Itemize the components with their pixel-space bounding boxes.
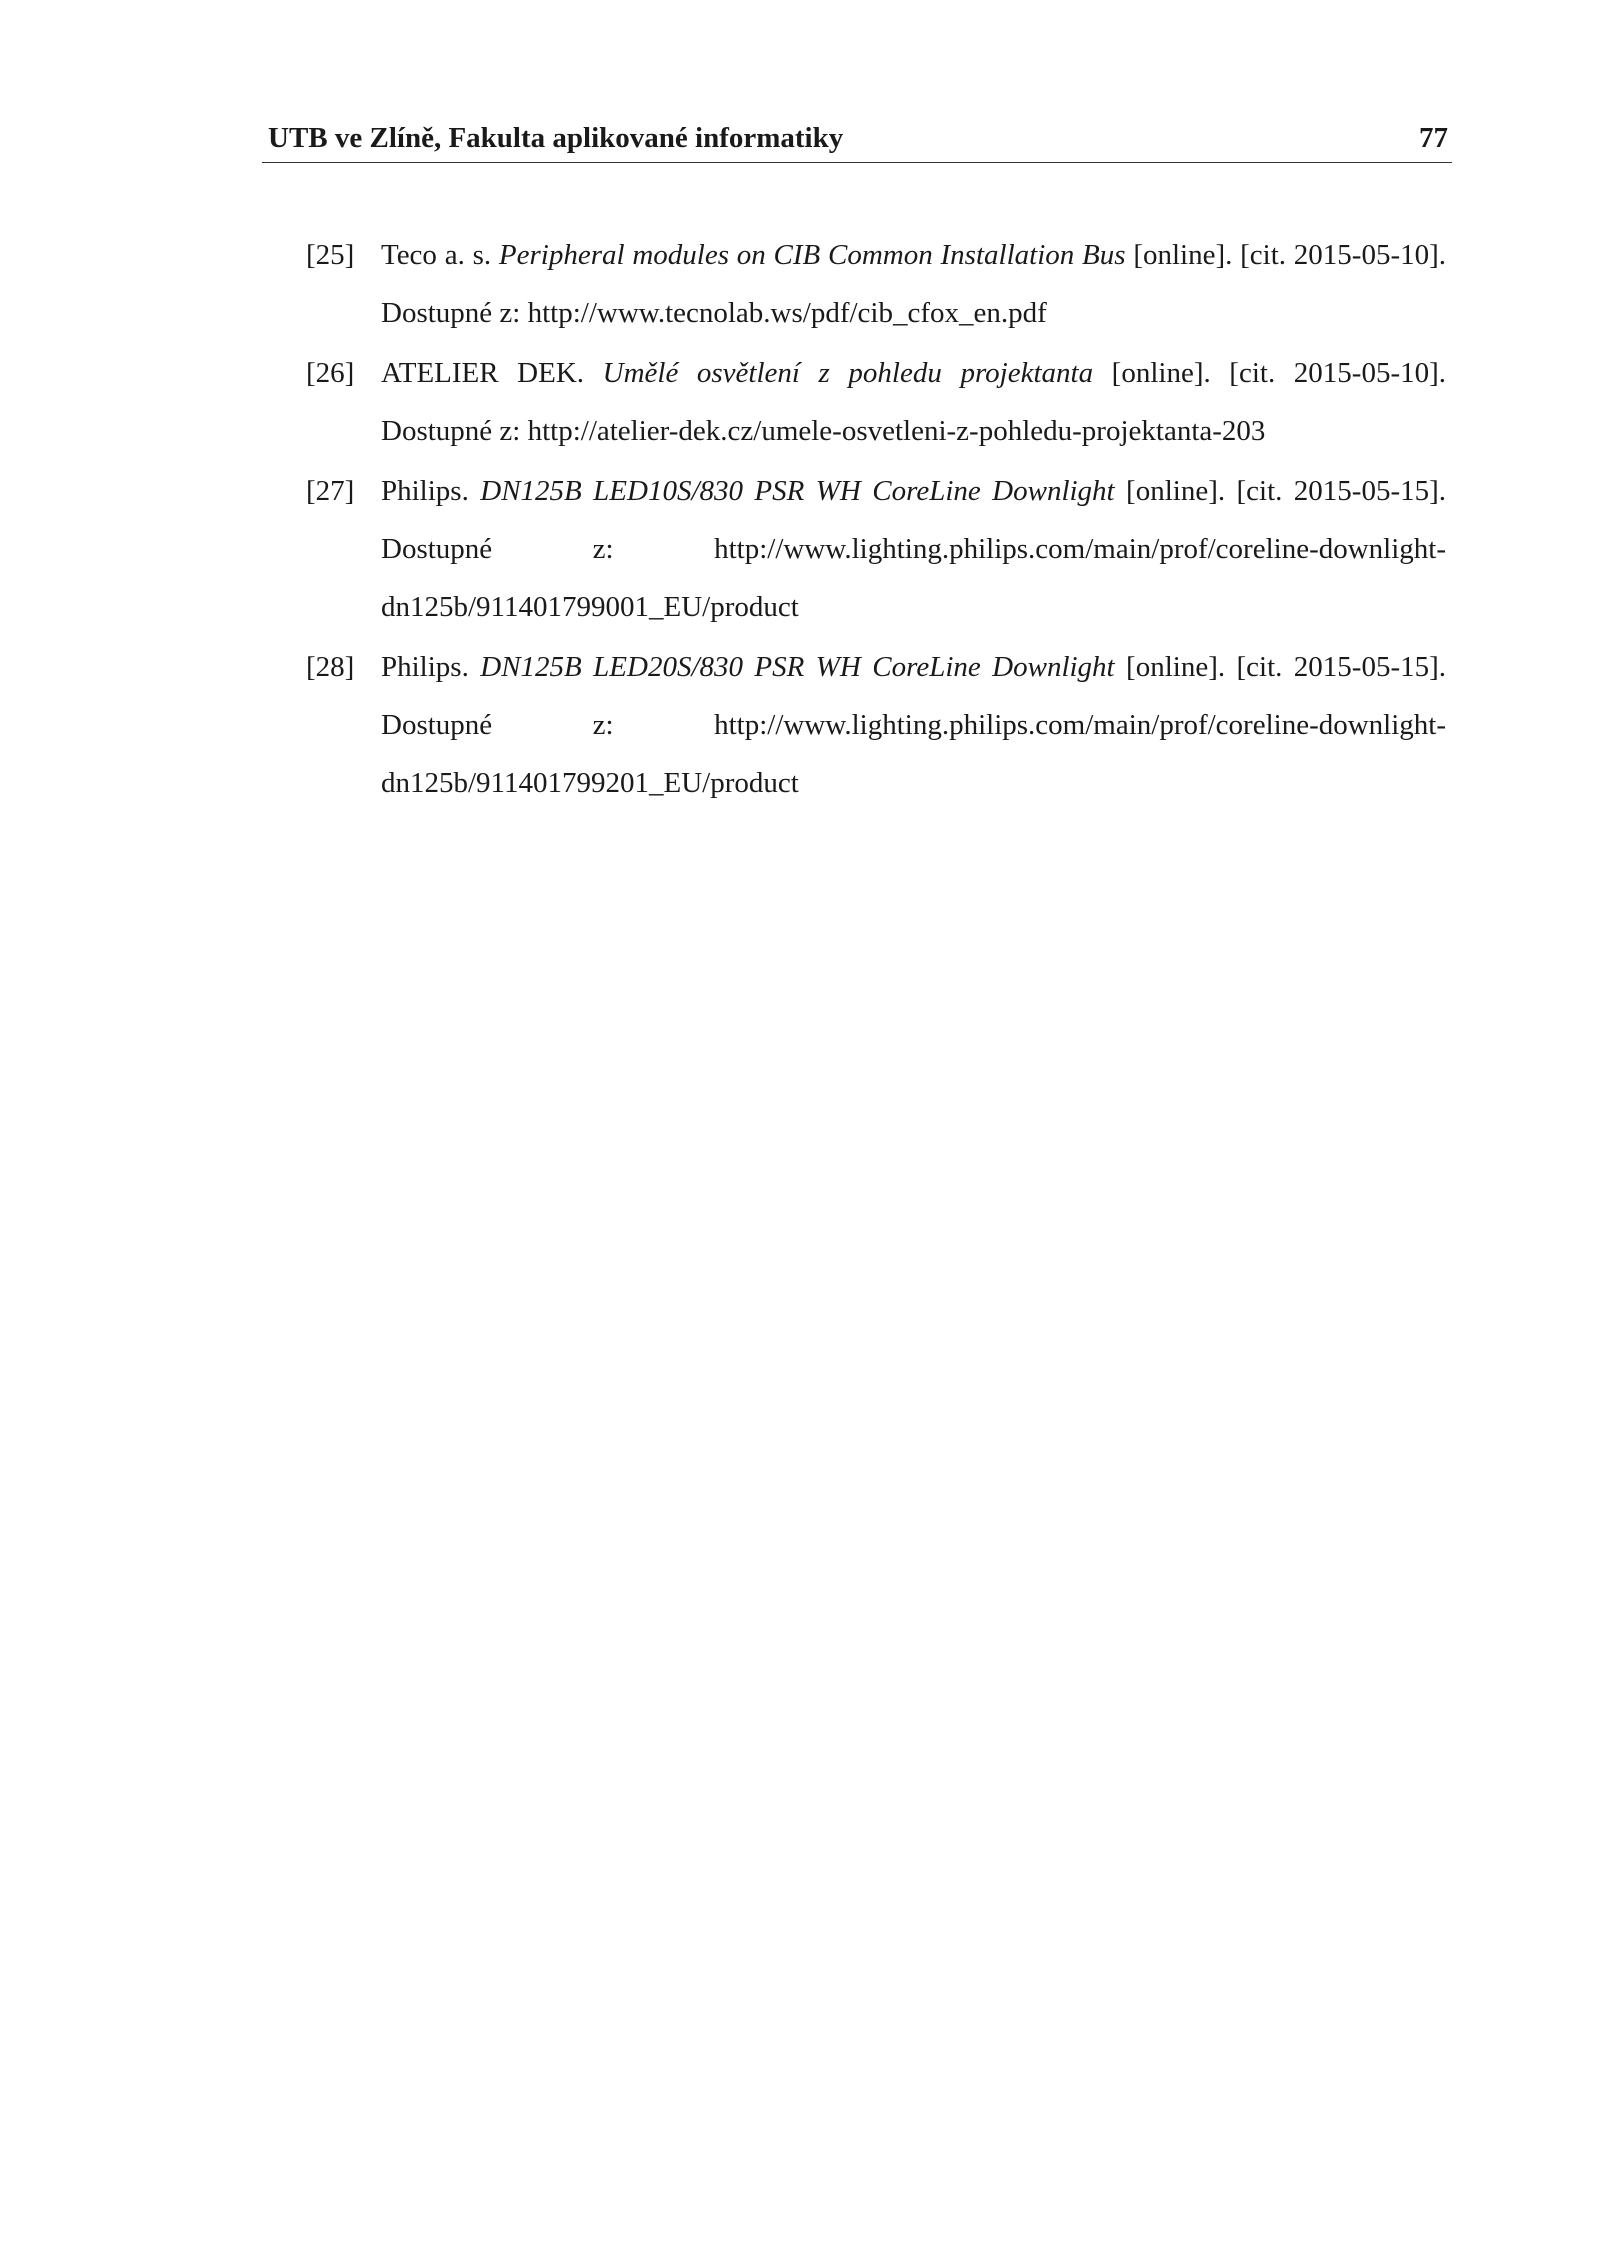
- reference-author: Philips.: [381, 651, 469, 683]
- reference-details: [online]. [cit. 2015-05-15]. Dostupné z: http://www.lighting.philips.com/main/prof/coreline-downlight-dn125b/911401799201_EU/product: [381, 651, 1447, 799]
- reference-text: [381, 226, 1446, 342]
- reference-item: [306, 226, 1446, 342]
- reference-item: [306, 462, 1446, 636]
- reference-text: [381, 462, 1446, 636]
- reference-list: [306, 226, 1446, 814]
- page-header: [262, 118, 1452, 163]
- reference-author: Philips.: [381, 475, 469, 507]
- reference-title: DN125B LED20S/830 PSR WH CoreLine Downlight: [480, 651, 1115, 683]
- reference-author: Teco a. s.: [381, 239, 492, 271]
- reference-title: DN125B LED10S/830 PSR WH CoreLine Downlight: [480, 475, 1115, 507]
- reference-number: [25]: [306, 239, 355, 271]
- reference-number: [26]: [306, 357, 355, 389]
- reference-title: Peripheral modules on CIB Common Installation Bus: [498, 239, 1126, 271]
- reference-author: ATELIER DEK.: [381, 357, 585, 389]
- reference-details: [online]. [cit. 2015-05-15]. Dostupné z: http://www.lighting.philips.com/main/prof/coreline-downlight-dn125b/911401799001_EU/product: [381, 475, 1447, 623]
- reference-item: [306, 638, 1446, 812]
- header-title: UTB ve Zlíně, Fakulta aplikované informatiky: [268, 122, 844, 154]
- reference-number: [28]: [306, 651, 355, 683]
- reference-item: [306, 344, 1446, 460]
- reference-title: Umělé osvětlení z pohledu projektanta: [602, 357, 1094, 389]
- reference-details: [online]. [cit. 2015-05-10]. Dostupné z: http://www.tecnolab.ws/pdf/cib_cfox_en.pdf: [381, 239, 1447, 329]
- reference-details: [online]. [cit. 2015-05-10]. Dostupné z: http://atelier-dek.cz/umele-osvetleni-z-pohledu-projektanta-203: [381, 357, 1447, 447]
- reference-number: [27]: [306, 475, 355, 507]
- reference-text: [381, 638, 1446, 812]
- page-number: 77: [1419, 122, 1448, 154]
- reference-text: [381, 344, 1446, 460]
